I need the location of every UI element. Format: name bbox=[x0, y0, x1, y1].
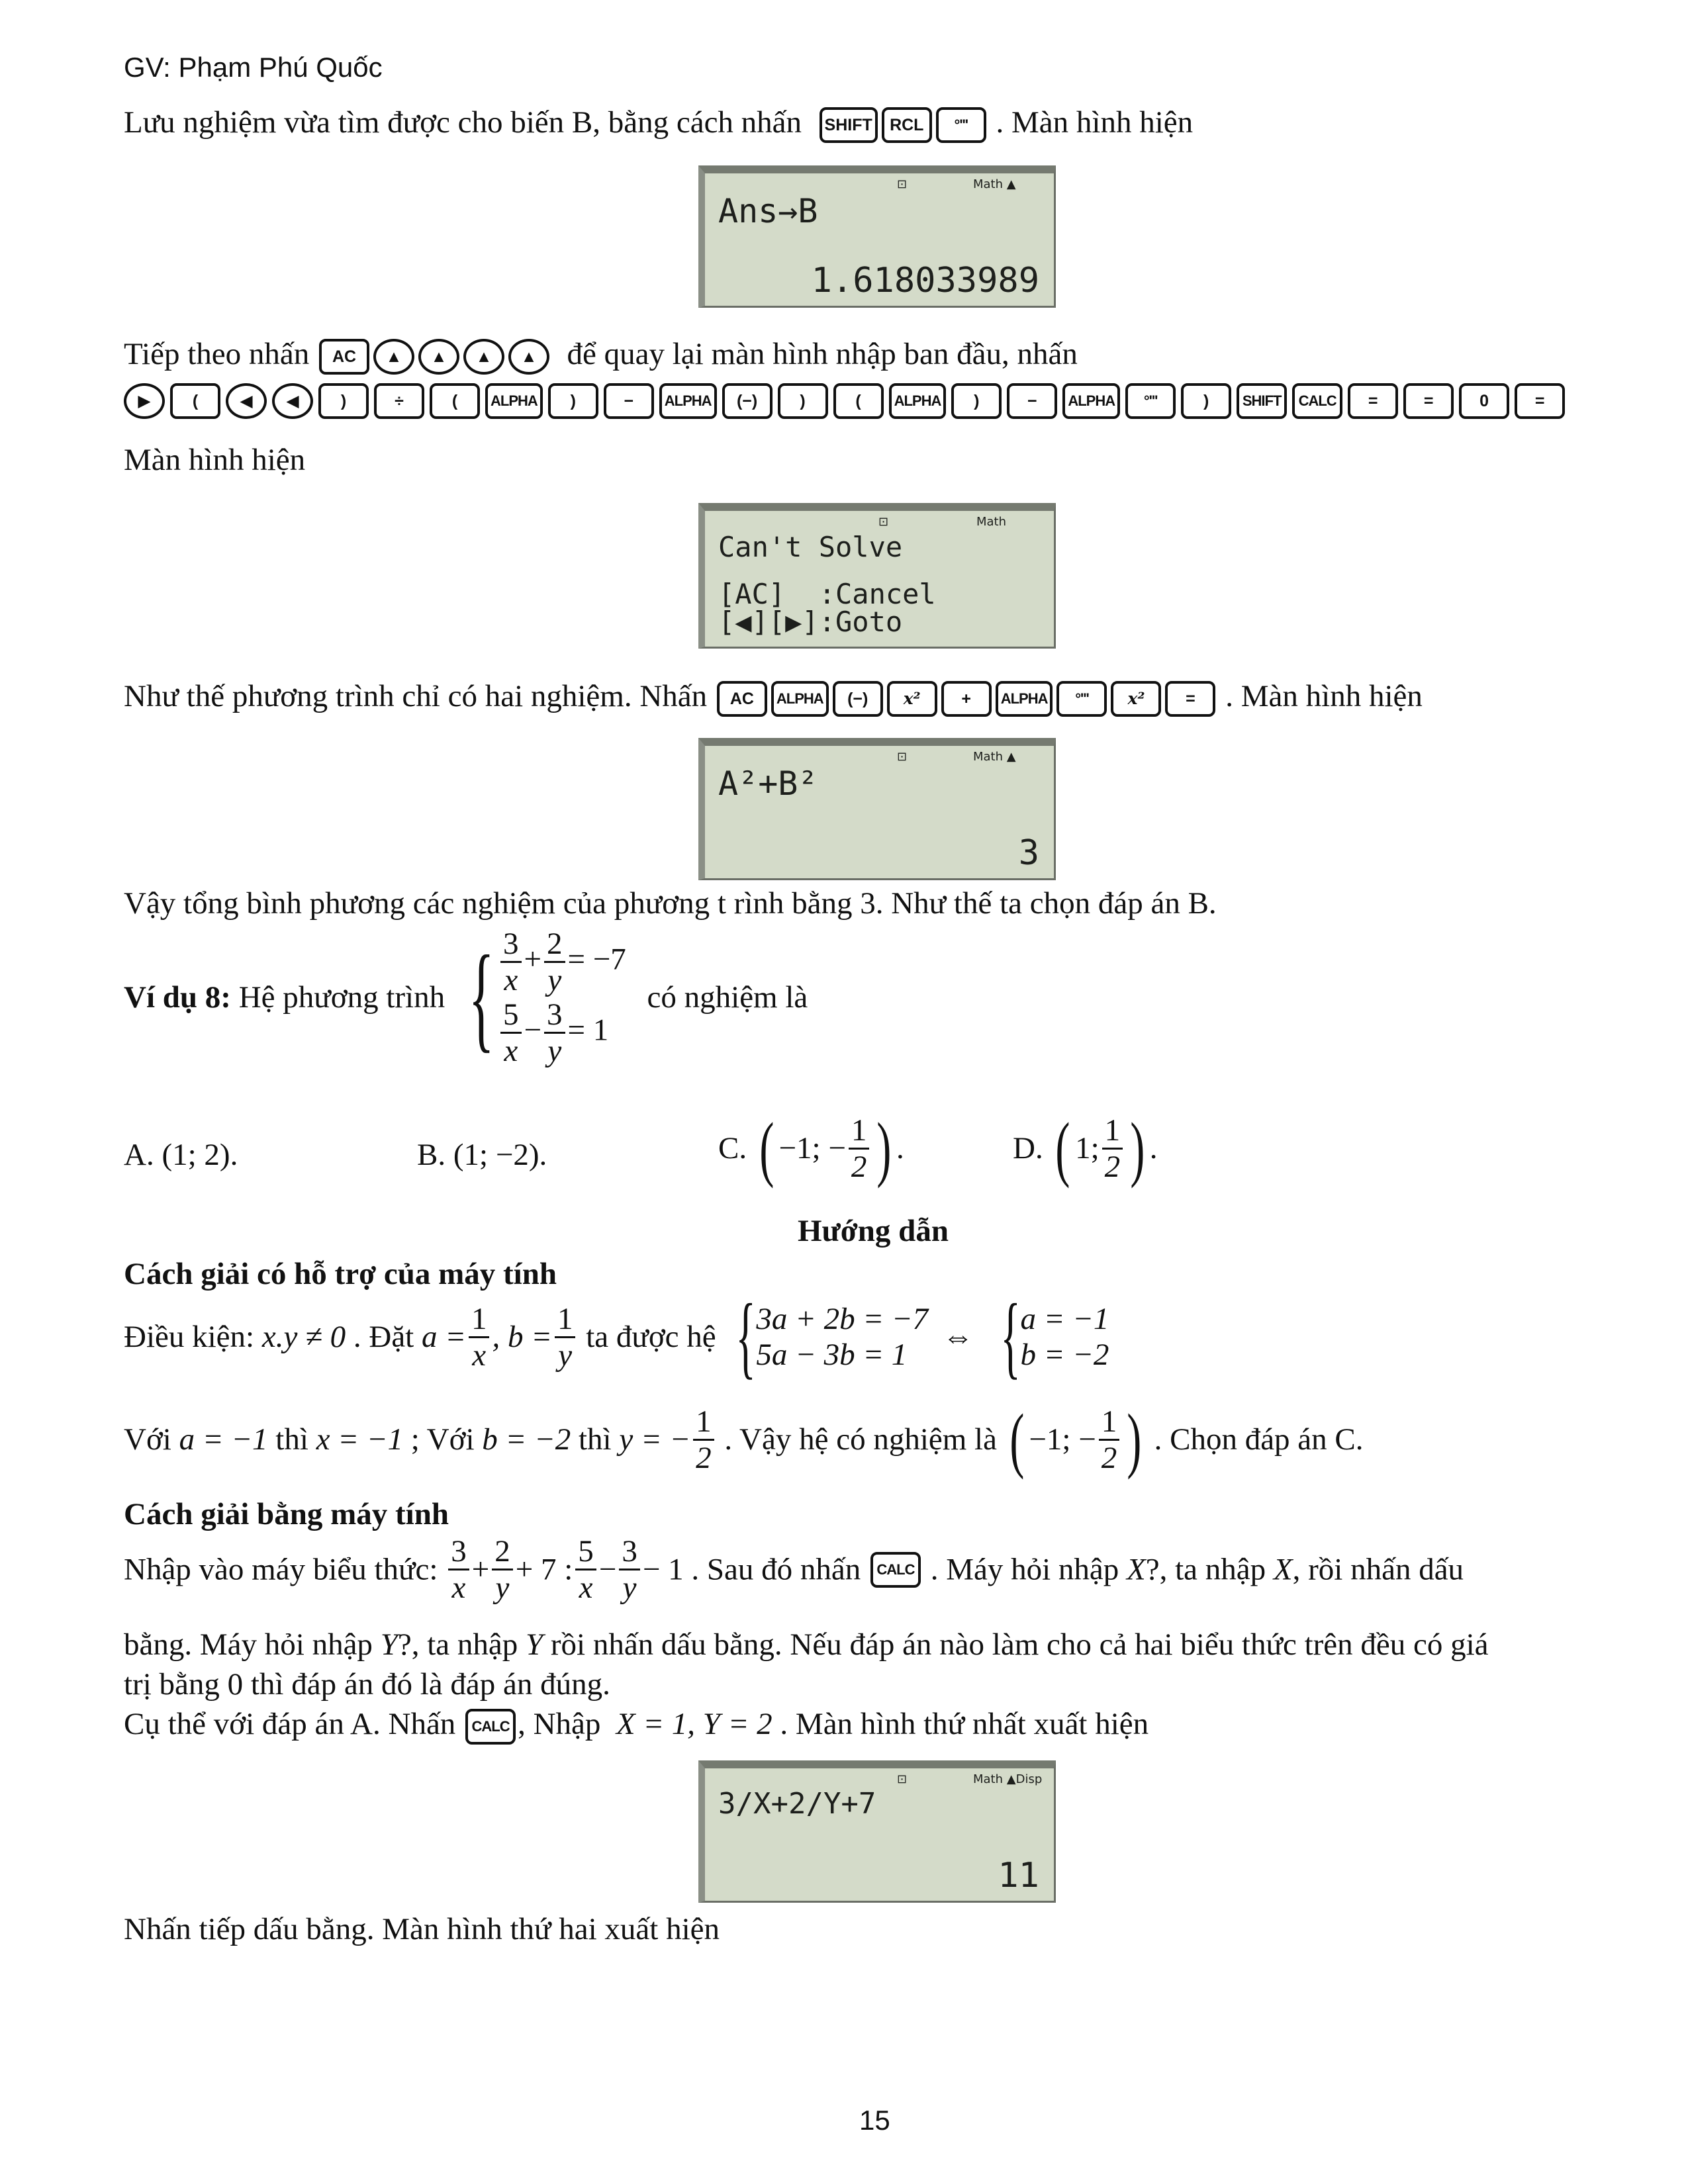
equals-key-icon: = bbox=[1403, 383, 1454, 419]
paragraph-tail: . Màn hình hiện bbox=[996, 105, 1194, 140]
paragraph-conclusion-b: Vậy tổng bình phương các nghiệm của phương t rình bằng 3. Như thế ta chọn đáp án B. bbox=[124, 886, 1217, 921]
solution-line: Với a = −1 thì x = −1 ; Với b = −2 thì y = − $\frac{1}{2}$ . Vậy hệ có nghiệm là ( −1; − $\frac{1}{2}$ ) . Chọn đáp án C. bbox=[124, 1399, 1364, 1480]
mode-indicator: Math bbox=[976, 515, 1007, 529]
close-paren-key-icon: ) bbox=[778, 383, 828, 419]
alpha-key-icon: ALPHA bbox=[996, 681, 1053, 717]
screen-result: 11 bbox=[998, 1856, 1039, 1895]
s-indicator-icon: ⊡ bbox=[897, 1772, 908, 1786]
paragraph-two-roots bbox=[124, 676, 1423, 717]
option-a: A. (1; 2). bbox=[124, 1138, 238, 1172]
equation-2: $\frac{5}{x}$ − $\frac{3}{y}$ = 1 bbox=[498, 997, 626, 1068]
alpha-key-icon: ALPHA bbox=[485, 383, 543, 419]
up-arrow-key-icon: ▲ bbox=[373, 339, 414, 375]
example-tail: có nghiệm là bbox=[647, 980, 808, 1015]
paragraph-store-B bbox=[124, 103, 1193, 143]
calc-key-icon: CALC bbox=[870, 1552, 921, 1588]
shift-key-icon: SHIFT bbox=[820, 107, 878, 143]
method-1-title: Cách giải có hỗ trợ của máy tính bbox=[124, 1257, 557, 1291]
x-squared-key-icon: x² bbox=[1111, 681, 1161, 717]
paragraph-text: Như thế phương trình chỉ có hai nghiệm. Nhấn bbox=[124, 679, 708, 713]
left-brace-icon: { bbox=[735, 1285, 757, 1388]
calculator-screen-ans-b bbox=[698, 165, 1056, 308]
negative-key-icon: (−) bbox=[833, 681, 883, 717]
page-header: GV: Phạm Phú Quốc bbox=[124, 52, 383, 83]
divide-key-icon: ÷ bbox=[374, 383, 424, 419]
paragraph-second-screen: Nhấn tiếp dấu bằng. Màn hình thứ hai xuất hiện bbox=[124, 1912, 720, 1946]
mode-indicator: Math ▲ bbox=[973, 177, 1016, 191]
calculator-screen-first-expression bbox=[698, 1760, 1056, 1903]
example-label: Ví dụ 8: Hệ phương trình bbox=[124, 980, 445, 1015]
paragraph-text: Lưu nghiệm vừa tìm được cho biến B, bằng cách nhấn bbox=[124, 105, 802, 140]
calc-instructions-line-4: Cụ thể với đáp án A. Nhấn CALC , Nhập X = 1, Y = 2 . Màn hình thứ nhất xuất hiện bbox=[124, 1704, 1149, 1745]
close-paren-key-icon: ) bbox=[951, 383, 1002, 419]
close-paren-key-icon: ) bbox=[548, 383, 598, 419]
option-b: B. (1; −2). bbox=[417, 1138, 547, 1172]
page-number: 15 bbox=[859, 2105, 890, 2136]
guide-title: Hướng dẫn bbox=[798, 1214, 949, 1248]
screen-goto-line: [◀][▶]:Goto bbox=[718, 606, 903, 638]
equals-key-icon: = bbox=[1165, 681, 1215, 717]
equation-1: $\frac{3}{x}$ + $\frac{2}{y}$ = −7 bbox=[498, 927, 626, 997]
calculator-screen-cant-solve bbox=[698, 503, 1056, 649]
left-brace-icon: { bbox=[1000, 1285, 1021, 1388]
alpha-key-icon: ALPHA bbox=[771, 681, 829, 717]
ac-key-icon: AC bbox=[319, 339, 369, 375]
open-paren-key-icon: ( bbox=[170, 383, 220, 419]
screen-input-line: Ans→B bbox=[718, 192, 818, 230]
right-arrow-key-icon: ▶ bbox=[124, 383, 165, 419]
key-sequence-row bbox=[121, 379, 1568, 419]
alpha-key-icon: ALPHA bbox=[1062, 383, 1120, 419]
close-paren-key-icon: ) bbox=[318, 383, 369, 419]
minus-key-icon: − bbox=[604, 383, 654, 419]
iff-icon: ⇔ bbox=[942, 1320, 974, 1354]
dms-key-icon: °''' bbox=[1056, 681, 1107, 717]
open-paren-key-icon: ( bbox=[430, 383, 480, 419]
screen-input-line: A²+B² bbox=[718, 764, 818, 803]
rcl-key-icon: RCL bbox=[882, 107, 932, 143]
screen-result: 1.618033989 bbox=[811, 261, 1039, 300]
paragraph-text: Tiếp theo nhấn bbox=[124, 337, 310, 371]
screen-error-line: Can't Solve bbox=[718, 531, 903, 563]
left-arrow-key-icon: ◀ bbox=[226, 383, 267, 419]
s-indicator-icon: ⊡ bbox=[897, 177, 908, 191]
screen-cancel-line: [AC] :Cancel bbox=[718, 578, 936, 610]
open-paren-key-icon: ( bbox=[833, 383, 884, 419]
shift-key-icon: SHIFT bbox=[1237, 383, 1287, 419]
minus-key-icon: − bbox=[1007, 383, 1057, 419]
up-arrow-key-icon: ▲ bbox=[508, 339, 549, 375]
up-arrow-key-icon: ▲ bbox=[418, 339, 459, 375]
zero-key-icon: 0 bbox=[1459, 383, 1509, 419]
calc-key-icon: CALC bbox=[465, 1709, 516, 1745]
paragraph-screen-shows: Màn hình hiện bbox=[124, 443, 306, 477]
calc-key-icon: CALC bbox=[1292, 383, 1342, 419]
option-d: D. ( 1; $\frac{1}{2}$ ) . bbox=[1013, 1108, 1158, 1189]
mode-indicator: Math ▲ bbox=[973, 750, 1016, 764]
x-squared-key-icon: x² bbox=[887, 681, 937, 717]
alpha-key-icon: ALPHA bbox=[659, 383, 717, 419]
substituted-system: 3a + 2b = −7 5a − 3b = 1 bbox=[756, 1302, 929, 1372]
paragraph-tail: . Màn hình hiện bbox=[1225, 679, 1423, 713]
screen-result: 3 bbox=[1018, 833, 1039, 873]
mode-indicator: Math ▲Disp bbox=[973, 1772, 1043, 1786]
calculator-screen-sum-squares bbox=[698, 738, 1056, 880]
calc-instructions-line-2: bằng. Máy hỏi nhập Y?, ta nhập Y rồi nhấn dấu bằng. Nếu đáp án nào làm cho cả hai biểu thức trên đều có giá bbox=[124, 1627, 1489, 1662]
left-arrow-key-icon: ◀ bbox=[272, 383, 313, 419]
equation-system bbox=[498, 927, 626, 1068]
s-indicator-icon: ⊡ bbox=[897, 750, 908, 764]
dms-key-icon: °''' bbox=[1125, 383, 1176, 419]
negative-key-icon: (−) bbox=[722, 383, 773, 419]
example-8 bbox=[124, 927, 808, 1112]
equals-key-icon: = bbox=[1515, 383, 1565, 419]
s-indicator-icon: ⊡ bbox=[878, 515, 889, 529]
alpha-key-icon: ALPHA bbox=[889, 383, 947, 419]
paragraph-tail: để quay lại màn hình nhập ban đầu, nhấn bbox=[567, 337, 1078, 371]
method-2-title: Cách giải bằng máy tính bbox=[124, 1497, 449, 1531]
dms-key-icon: °''' bbox=[936, 107, 986, 143]
calc-expression-line: Nhập vào máy biểu thức: $\frac{3}{x}$ + $\frac{2}{y}$ + 7 : $\frac{5}{x}$ − $\frac{3}{y}$ − 1 . Sau đó nhấn CALC . Máy hỏi nhập X?, ta nhập X, rồi nhấn dấu bbox=[124, 1534, 1464, 1605]
option-c: C. ( −1; − $\frac{1}{2}$ ) . bbox=[718, 1108, 904, 1189]
left-brace-icon: { bbox=[468, 931, 494, 1063]
calc-instructions-line-3: trị bằng 0 thì đáp án đó là đáp án đúng. bbox=[124, 1667, 610, 1702]
plus-key-icon: + bbox=[941, 681, 992, 717]
paragraph-next-keys bbox=[124, 334, 1078, 375]
close-paren-key-icon: ) bbox=[1181, 383, 1231, 419]
condition-line: Điều kiện: x.y ≠ 0 . Đặt a = $\frac{1}{x}$ , b = $\frac{1}{y}$ ta được hệ { 3a + 2b = −7 5a − 3b = 1 ⇔ { a = −1 b = −2 bbox=[124, 1285, 1109, 1388]
up-arrow-key-icon: ▲ bbox=[463, 339, 504, 375]
screen-input-line: 3/X+2/Y+7 bbox=[718, 1787, 876, 1821]
ac-key-icon: AC bbox=[717, 681, 767, 717]
equals-key-icon: = bbox=[1348, 383, 1398, 419]
solved-system: a = −1 b = −2 bbox=[1020, 1302, 1109, 1372]
